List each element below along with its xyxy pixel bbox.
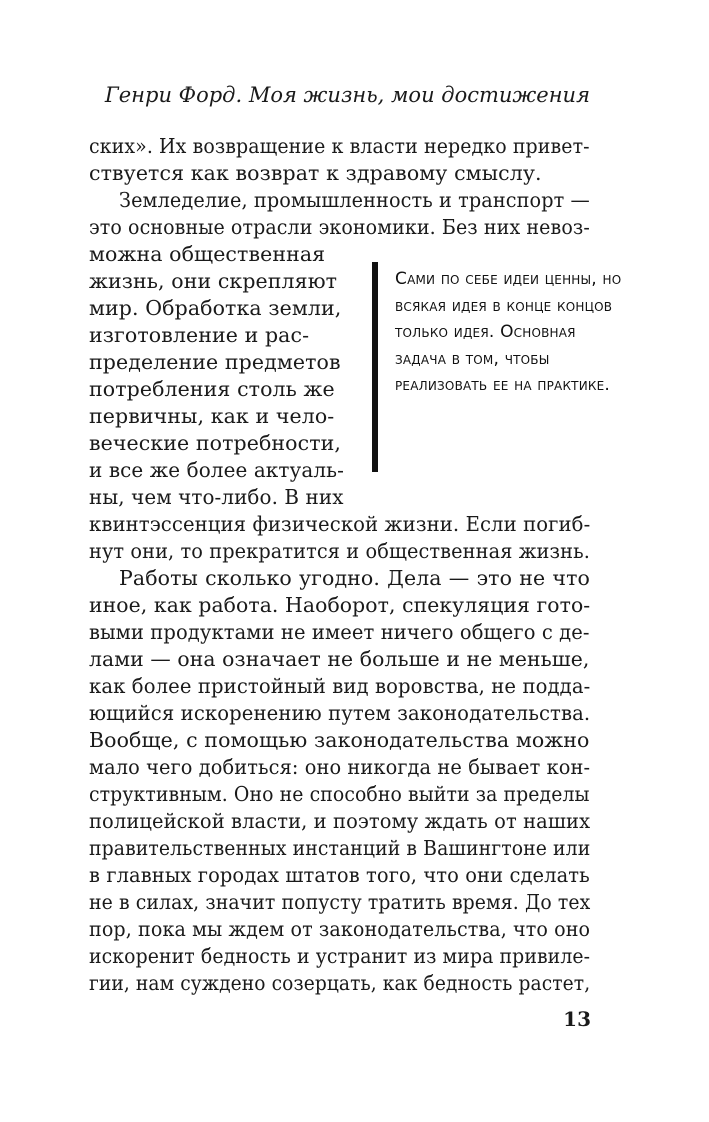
body-line: ских». Их возвращение к власти нередко привет-	[89, 134, 590, 158]
body-line: лами — она означает не больше и не меньше,	[89, 647, 590, 671]
body-line: искоренит бедность и устранит из мира привиле-	[89, 944, 591, 968]
body-line: полицейской власти, и поэтому ждать от наших	[89, 809, 591, 833]
body-line: это основные отрасли экономики. Без них невоз-	[89, 215, 590, 239]
body-line: можна общественная	[89, 242, 326, 266]
body-line: и все же более актуаль-	[89, 458, 344, 482]
body-line: Работы сколько угодно. Дела — это не что	[119, 566, 590, 590]
body-line: структивным. Оно не способно выйти за пределы	[89, 782, 590, 806]
body-line: гии, нам суждено созерцать, как бедность растет,	[89, 971, 591, 995]
body-line: веческие потребности,	[89, 431, 342, 455]
body-line: Вообще, с помощью законодательства можно	[89, 728, 590, 752]
body-line: как более пристойный вид воровства, не подда-	[89, 674, 591, 698]
body-line: квинтэссенция физической жизни. Если погиб-	[89, 512, 591, 536]
body-line: правительственных инстанций в Вашингтоне или	[89, 836, 591, 860]
pull-quote: Сами по себе идеи ценны, но всякая идея в конце концов только идея. Основная задача в том, чтобы реализовать ее на практике.	[395, 269, 622, 395]
body-line: потребления столь же	[89, 377, 335, 401]
body-line: первичны, как и чело-	[89, 404, 335, 428]
body-line: иное, как работа. Наоборот, спекуляция гото-	[89, 593, 591, 617]
body-line: не в силах, значит попусту тратить время. До тех	[89, 890, 591, 914]
pull-quote-bar	[372, 262, 378, 472]
body-line: Земледелие, промышленность и транспорт —	[119, 188, 590, 212]
body-line: мир. Обработка земли,	[89, 296, 342, 320]
running-header: Генри Форд. Моя жизнь, мои достижения	[104, 83, 590, 107]
body-line: ствуется как возврат к здравому смыслу.	[89, 161, 542, 185]
body-line: нут они, то прекратится и общественная жизнь.	[89, 539, 590, 563]
body-line: жизнь, они скрепляют	[89, 269, 338, 293]
body-line: пределение предметов	[89, 350, 341, 374]
body-line: ющийся искоренению путем законодательства.	[89, 701, 591, 725]
body-line: выми продуктами не имеет ничего общего с де-	[89, 620, 590, 644]
body-line: в главных городах штатов того, что они сделать	[89, 863, 590, 887]
body-line: изготовление и рас-	[89, 323, 310, 347]
page-number: 13	[563, 1007, 591, 1031]
body-line: пор, пока мы ждем от законодательства, что оно	[89, 917, 591, 941]
body-line: мало чего добиться: оно никогда не бывает кон-	[89, 755, 591, 779]
body-line: ны, чем что-либо. В них	[89, 485, 344, 509]
